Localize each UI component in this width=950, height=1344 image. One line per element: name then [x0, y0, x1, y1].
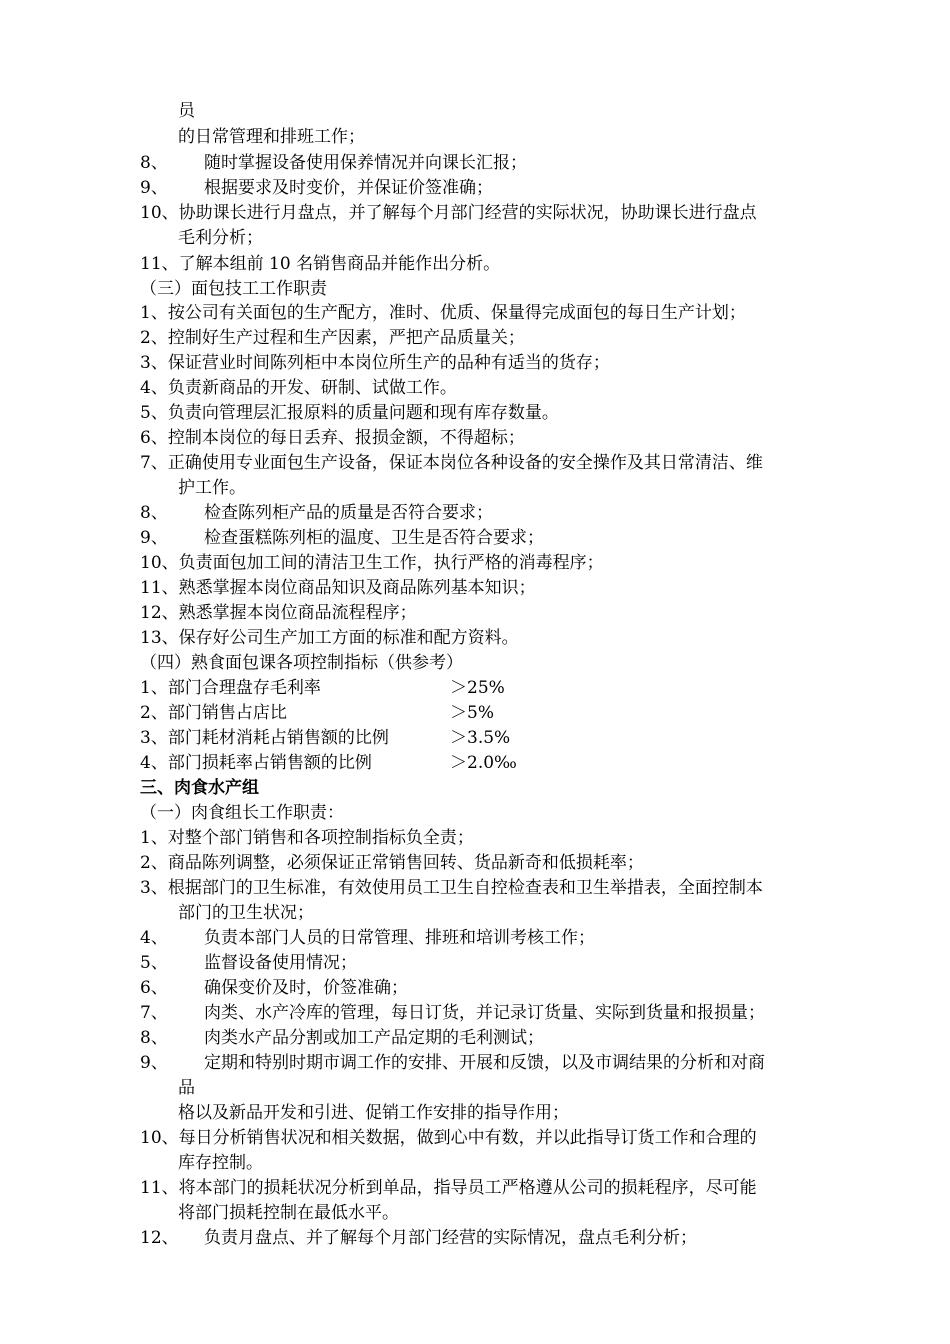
text-line: 11、了解本组前 10 名销售商品并能作出分析。 [140, 254, 501, 274]
item-number: 7、 [140, 1003, 168, 1023]
text-line: 10、每日分析销售状况和相关数据，做到心中有数，并以此指导订货工作和合理的 [140, 1128, 757, 1148]
indicator-value: ＞25% [450, 678, 505, 698]
text-line: 毛利分析； [178, 228, 263, 248]
list-item [140, 503, 860, 523]
indicator-row [140, 678, 860, 698]
indicator-label: 4、部门损耗率占销售额的比例 [140, 753, 372, 773]
indicator-label: 3、部门耗材消耗占销售额的比例 [140, 728, 389, 748]
list-item [140, 1028, 860, 1048]
section-heading: （三）面包技工工作职责 [140, 279, 327, 299]
indicator-row [140, 728, 860, 748]
text-line: 格以及新品开发和引进、促销工作安排的指导作用； [178, 1103, 569, 1123]
indicator-row [140, 753, 860, 773]
item-number: 8、 [140, 153, 168, 173]
text-line: 12、熟悉掌握本岗位商品流程程序； [140, 603, 417, 623]
item-text: 负责本部门人员的日常管理、排班和培训考核工作； [204, 928, 595, 948]
indicator-label: 2、部门销售占店比 [140, 703, 287, 723]
text-line: 5、负责向管理层汇报原料的质量问题和现有库存数量。 [140, 403, 559, 423]
section-heading: （一）肉食组长工作职责： [140, 803, 344, 823]
list-item [140, 1228, 860, 1248]
text-line: 3、根据部门的卫生标准，有效使用员工卫生自控检查表和卫生举措表，全面控制本 [140, 878, 763, 898]
item-number: 5、 [140, 953, 168, 973]
item-number: 8、 [140, 1028, 168, 1048]
text-line: 6、控制本岗位的每日丢弃、报损金额，不得超标； [140, 428, 525, 448]
item-text: 检查陈列柜产品的质量是否符合要求； [204, 503, 493, 523]
item-text: 肉类、水产冷库的管理，每日订货，并记录订货量、实际到货量和报损量； [204, 1003, 765, 1023]
text-line: 部门的卫生状况； [178, 903, 314, 923]
item-text: 肉类水产品分割或加工产品定期的毛利测试； [204, 1028, 544, 1048]
list-item [140, 178, 860, 198]
item-text: 根据要求及时变价，并保证价签准确； [204, 178, 493, 198]
section-heading: （四）熟食面包课各项控制指标（供参考） [140, 653, 463, 673]
item-number: 12、 [140, 1228, 179, 1248]
list-item [140, 528, 860, 548]
item-text: 检查蛋糕陈列柜的温度、卫生是否符合要求； [204, 528, 544, 548]
item-text: 负责月盘点、并了解每个月部门经营的实际情况，盘点毛利分析； [204, 1228, 697, 1248]
text-line: 4、负责新商品的开发、研制、试做工作。 [140, 378, 457, 398]
item-text: 随时掌握设备使用保养情况并向课长汇报； [204, 153, 527, 173]
item-text: 监督设备使用情况； [204, 953, 357, 973]
list-item [140, 1003, 860, 1023]
text-line: 1、按公司有关面包的生产配方，准时、优质、保量得完成面包的每日生产计划； [140, 303, 746, 323]
text-line: 10、协助课长进行月盘点，并了解每个月部门经营的实际状况，协助课长进行盘点 [140, 203, 757, 223]
text-line: 7、正确使用专业面包生产设备，保证本岗位各种设备的安全操作及其日常清洁、维 [140, 453, 763, 473]
text-line: 员 [178, 101, 195, 121]
item-number: 9、 [140, 1053, 168, 1073]
item-text: 确保变价及时，价签准确； [204, 978, 408, 998]
text-line: 将部门损耗控制在最低水平。 [178, 1203, 399, 1223]
text-line: 护工作。 [178, 478, 246, 498]
indicator-value: ＞5% [450, 703, 494, 723]
text-line: 的日常管理和排班工作； [178, 127, 365, 147]
indicator-label: 1、部门合理盘存毛利率 [140, 678, 321, 698]
text-line: 3、保证营业时间陈列柜中本岗位所生产的品种有适当的货存； [140, 353, 610, 373]
text-line: 2、商品陈列调整，必须保证正常销售回转、货品新奇和低损耗率； [140, 853, 644, 873]
text-line: 2、控制好生产过程和生产因素，严把产品质量关； [140, 328, 525, 348]
item-number: 6、 [140, 978, 168, 998]
item-number: 9、 [140, 528, 168, 548]
text-line: 13、保存好公司生产加工方面的标准和配方资料。 [140, 628, 519, 648]
item-number: 8、 [140, 503, 168, 523]
text-line: 库存控制。 [178, 1153, 263, 1173]
text-line: 11、熟悉掌握本岗位商品知识及商品陈列基本知识； [140, 578, 536, 598]
list-item [140, 153, 860, 173]
list-item [140, 1053, 860, 1073]
list-item [140, 978, 860, 998]
list-item [140, 928, 860, 948]
item-text: 定期和特别时期市调工作的安排、开展和反馈，以及市调结果的分析和对商 [204, 1053, 765, 1073]
text-line: 10、负责面包加工间的清洁卫生工作，执行严格的消毒程序； [140, 553, 604, 573]
item-number: 4、 [140, 928, 168, 948]
list-item [140, 953, 860, 973]
text-line: 品 [178, 1078, 195, 1098]
text-line: 11、将本部门的损耗状况分析到单品，指导员工严格遵从公司的损耗程序，尽可能 [140, 1178, 757, 1198]
chapter-heading: 三、肉食水产组 [140, 778, 259, 798]
indicator-value: ＞2.0‰ [450, 753, 517, 773]
item-number: 9、 [140, 178, 168, 198]
text-line: 1、对整个部门销售和各项控制指标负全责； [140, 828, 474, 848]
indicator-value: ＞3.5% [450, 728, 511, 748]
indicator-row [140, 703, 860, 723]
